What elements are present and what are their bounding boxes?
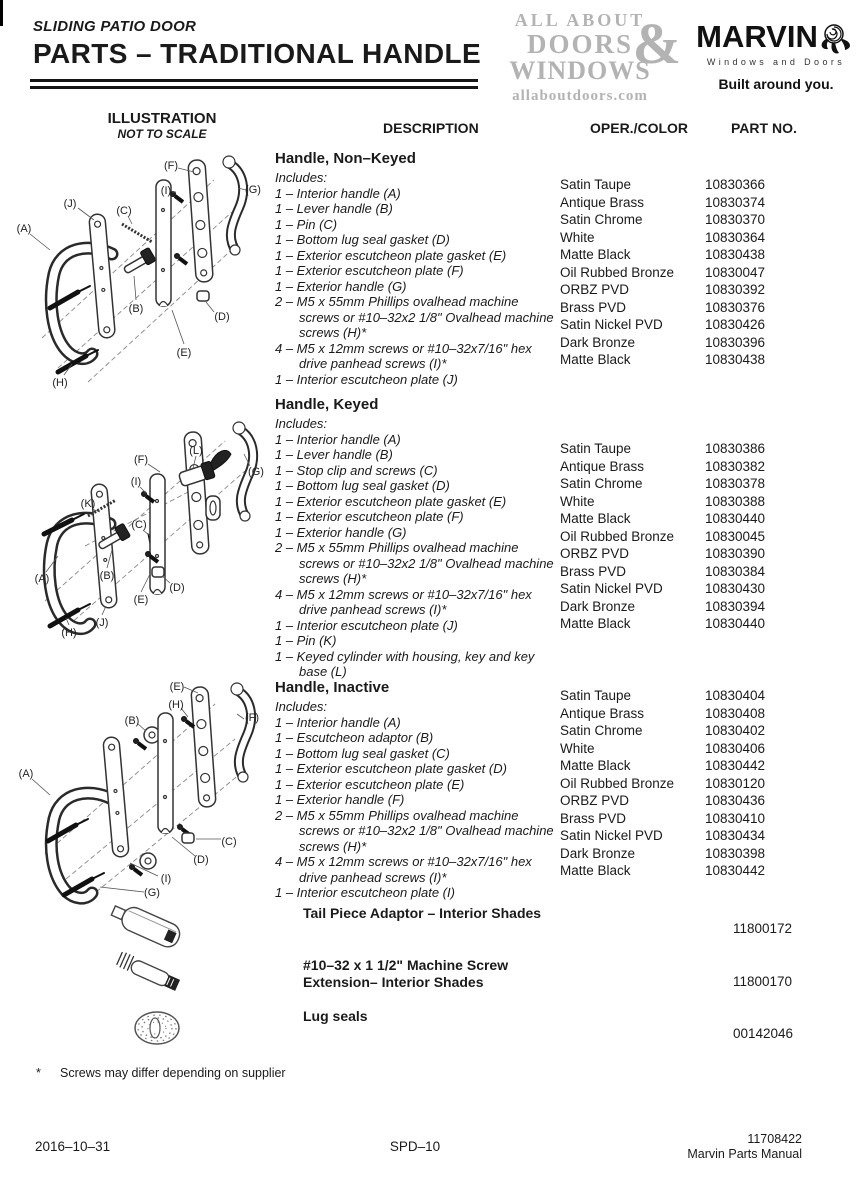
description-keyed xyxy=(275,396,560,679)
part-item: 1 – Keyed cylinder with housing, key and key base (L) xyxy=(275,648,535,679)
footer-date: 2016–10–31 xyxy=(35,1139,111,1154)
part-item: 1 – Exterior escutcheon plate (F) xyxy=(275,263,464,278)
finish-row xyxy=(560,740,866,758)
page-title: PARTS – TRADITIONAL HANDLE xyxy=(33,38,482,69)
part-item: 1 – Interior escutcheon plate (J) xyxy=(275,617,458,633)
part-item: 1 – Exterior escutcheon plate gasket (D) xyxy=(275,761,507,776)
finish-color: Matte Black xyxy=(560,863,631,878)
finish-color: Dark Bronze xyxy=(560,334,636,350)
machine-screw-extension-title-line2: Extension– Interior Shades xyxy=(303,974,484,990)
part-item: 1 – Interior handle (A) xyxy=(275,714,401,730)
finish-part-number: 10830398 xyxy=(705,845,766,861)
small-screws-drawing-I xyxy=(171,192,188,265)
finish-part-number: 10830394 xyxy=(705,598,766,614)
finish-part-number: 10830370 xyxy=(705,212,766,227)
finish-color: Brass PVD xyxy=(560,563,627,579)
part-item: 4 – M5 x 12mm screws or #10–32x7/16" hex drive panhead screws (I)* xyxy=(275,586,532,617)
includes-label: Includes: xyxy=(275,699,328,714)
finish-row xyxy=(560,176,866,194)
title-block xyxy=(33,18,481,70)
description-inactive xyxy=(275,679,560,907)
finishes-non-keyed xyxy=(560,150,866,396)
finish-color: Satin Taupe xyxy=(560,441,632,456)
finish-row xyxy=(560,299,866,317)
part-item: 1 – Lever handle (B) xyxy=(275,447,393,462)
machine-screw-extension-part: 11800170 xyxy=(733,974,793,989)
finish-color: Oil Rubbed Bronze xyxy=(560,264,675,280)
finishes-inactive xyxy=(560,679,866,907)
section-handle-non-keyed xyxy=(0,150,866,396)
part-item: 1 – Bottom lug seal gasket (D) xyxy=(275,232,450,247)
vendor-logo-doors: DOORS xyxy=(526,29,634,59)
finish-part-number: 10830408 xyxy=(705,705,766,721)
part-item: 1 – Exterior escutcheon plate gasket (E) xyxy=(275,247,507,263)
escutcheon-adaptor-drawing xyxy=(130,727,161,875)
tail-piece-adaptor-part: 11800172 xyxy=(733,921,793,936)
section-title: Handle, Inactive xyxy=(275,679,390,696)
column-header-oper-color: OPER./COLOR xyxy=(590,120,689,136)
finish-row xyxy=(560,211,866,229)
label-K: (K) xyxy=(80,498,96,510)
footer-page-number: SPD–10 xyxy=(389,1139,441,1154)
label-B: (B) xyxy=(124,715,140,727)
part-item: 4 – M5 x 12mm screws or #10–32x7/16" hex drive panhead screws (I)* xyxy=(275,340,532,371)
column-header-illustration xyxy=(92,110,232,141)
finishes-keyed xyxy=(560,396,866,679)
finish-color: Satin Nickel PVD xyxy=(560,581,663,596)
exterior-handle-drawing xyxy=(231,683,251,782)
finish-row xyxy=(560,334,866,352)
finish-part-number: 10830045 xyxy=(705,528,766,544)
footnote-text: Screws may differ depending on supplier xyxy=(60,1066,286,1080)
label-B: (B) xyxy=(128,303,144,315)
label-B: (B) xyxy=(99,570,115,582)
label-I: (I) xyxy=(160,185,172,197)
label-I: (I) xyxy=(160,873,172,885)
doc-category: SLIDING PATIO DOOR xyxy=(33,18,197,35)
finish-part-number: 10830440 xyxy=(705,616,766,631)
part-item: 1 – Exterior escutcheon plate (F) xyxy=(275,509,464,524)
finish-row xyxy=(560,845,866,863)
finish-color: Dark Bronze xyxy=(560,598,636,614)
finish-row xyxy=(560,862,866,880)
gasket-plate-drawing xyxy=(158,713,173,833)
label-A: (A) xyxy=(34,573,50,585)
part-item: 1 – Pin (K) xyxy=(275,633,337,648)
section-title: Handle, Non–Keyed xyxy=(275,150,416,167)
finish-part-number: 10830382 xyxy=(705,458,766,474)
part-item: 1 – Interior escutcheon plate (J) xyxy=(275,371,458,387)
finish-color: White xyxy=(560,493,595,509)
finish-part-number: 10830438 xyxy=(705,352,766,367)
finish-color: Matte Black xyxy=(560,247,631,262)
finish-part-number: 10830378 xyxy=(705,476,766,491)
label-C: (C) xyxy=(116,205,132,217)
finish-part-number: 10830404 xyxy=(705,688,766,703)
part-item: 1 – Exterior handle (F) xyxy=(275,792,405,807)
column-header-part-no: PART NO. xyxy=(731,120,797,136)
not-to-scale-note: NOT TO SCALE xyxy=(117,127,207,141)
finish-color: Satin Taupe xyxy=(560,688,632,703)
finish-color: Brass PVD xyxy=(560,299,627,315)
lug-gasket-drawing xyxy=(182,833,194,843)
rose-icon xyxy=(818,22,856,56)
finish-part-number: 10830402 xyxy=(705,723,766,738)
label-A: (A) xyxy=(16,223,32,235)
section-handle-inactive xyxy=(0,679,866,907)
finish-part-number: 10830436 xyxy=(705,793,766,808)
finish-color: Antique Brass xyxy=(560,458,645,474)
finish-part-number: 10830047 xyxy=(705,264,766,280)
lug-seal-drawing xyxy=(126,1002,190,1054)
finish-row xyxy=(560,528,866,546)
finish-color: Antique Brass xyxy=(560,705,645,721)
tail-piece-adaptor-title: Tail Piece Adaptor – Interior Shades xyxy=(303,905,542,921)
interior-escutcheon-plate-drawing xyxy=(89,214,116,339)
ampersand-glyph: & xyxy=(632,11,683,76)
finish-rows xyxy=(560,440,866,633)
section-handle-keyed xyxy=(0,396,866,679)
finish-color: Oil Rubbed Bronze xyxy=(560,528,675,544)
finish-color: Satin Nickel PVD xyxy=(560,317,663,332)
finish-color: ORBZ PVD xyxy=(560,546,630,561)
label-D: (D) xyxy=(193,854,209,866)
finish-row xyxy=(560,316,866,334)
brand-tagline: Built around you. xyxy=(718,76,834,92)
finish-color: ORBZ PVD xyxy=(560,282,630,297)
part-item: 1 – Exterior handle (G) xyxy=(275,524,407,540)
part-item: 1 – Lever handle (B) xyxy=(275,201,393,216)
part-item: 1 – Exterior escutcheon plate (E) xyxy=(275,776,465,792)
lug-gasket-drawing xyxy=(197,291,209,301)
finish-part-number: 10830388 xyxy=(705,493,766,509)
part-item: 1 – Interior handle (A) xyxy=(275,185,401,201)
finish-color: Oil Rubbed Bronze xyxy=(560,775,675,791)
finish-part-number: 10830396 xyxy=(705,334,766,350)
finish-row xyxy=(560,598,866,616)
finish-row xyxy=(560,493,866,511)
finish-row xyxy=(560,563,866,581)
finish-color: Matte Black xyxy=(560,352,631,367)
footer-doc-info xyxy=(687,1132,802,1162)
finish-part-number: 10830386 xyxy=(705,441,766,456)
finish-row xyxy=(560,792,866,810)
finish-row xyxy=(560,510,866,528)
exterior-escutcheon-plate-drawing xyxy=(188,160,213,283)
footnote-marker: * xyxy=(36,1066,41,1080)
part-item: 1 – Interior escutcheon plate (I) xyxy=(275,885,455,900)
label-F: (F) xyxy=(244,712,260,724)
title-rule xyxy=(30,79,478,89)
label-E: (E) xyxy=(169,681,185,693)
illustration-header: ILLUSTRATION xyxy=(107,110,217,127)
label-H: (H) xyxy=(61,627,77,639)
label-C: (C) xyxy=(221,836,237,848)
finish-row xyxy=(560,229,866,247)
label-F: (F) xyxy=(163,160,179,172)
part-item: 1 – Escutcheon adaptor (B) xyxy=(275,730,434,745)
footer-doc-name: Marvin Parts Manual xyxy=(687,1147,802,1161)
label-D: (D) xyxy=(214,311,230,323)
finish-row xyxy=(560,351,866,369)
finish-row xyxy=(560,475,866,493)
finish-rows xyxy=(560,687,866,880)
exploded-diagram-keyed xyxy=(0,396,275,679)
finish-part-number: 10830384 xyxy=(705,563,766,579)
finish-row xyxy=(560,246,866,264)
part-item: 2 – M5 x 55mm Phillips ovalhead machine screws or #10–32x2 1/8" Ovalhead machine screws (H)* xyxy=(275,540,554,586)
finish-part-number: 10830406 xyxy=(705,740,766,756)
finish-part-number: 10830364 xyxy=(705,229,766,245)
label-G: (G) xyxy=(248,466,264,478)
label-G: (G) xyxy=(245,184,261,196)
includes-label: Includes: xyxy=(275,416,328,431)
small-screws-drawing-H xyxy=(178,717,195,836)
finish-row xyxy=(560,194,866,212)
part-item: 1 – Stop clip and screws (C) xyxy=(275,462,438,478)
finish-row xyxy=(560,580,866,598)
finish-part-number: 10830442 xyxy=(705,863,766,878)
finish-color: White xyxy=(560,229,595,245)
description-non-keyed xyxy=(275,150,560,396)
label-I: (I) xyxy=(130,476,142,488)
finish-color: ORBZ PVD xyxy=(560,793,630,808)
label-J: (J) xyxy=(63,198,77,210)
finish-color: Brass PVD xyxy=(560,810,627,826)
part-item: 2 – M5 x 55mm Phillips ovalhead machine screws or #10–32x2 1/8" Ovalhead machine screws (H)* xyxy=(275,294,554,340)
finish-color: Satin Chrome xyxy=(560,476,643,491)
label-E: (E) xyxy=(176,347,192,359)
exploded-diagram-inactive xyxy=(0,679,275,907)
finish-part-number: 10830442 xyxy=(705,758,766,773)
label-E: (E) xyxy=(133,594,149,606)
finish-part-number: 10830374 xyxy=(705,194,766,210)
column-header-description: DESCRIPTION xyxy=(383,120,479,136)
finish-row xyxy=(560,615,866,633)
scan-artifact xyxy=(0,0,3,26)
finish-color: Antique Brass xyxy=(560,194,645,210)
parts-list xyxy=(275,186,560,388)
vendor-logo-line1: ALL ABOUT xyxy=(514,10,646,30)
lever-handle-drawing xyxy=(121,247,156,276)
label-J: (J) xyxy=(95,617,109,629)
lug-gasket-drawing xyxy=(152,567,164,577)
finish-part-number: 10830430 xyxy=(705,581,766,596)
finish-part-number: 10830426 xyxy=(705,317,766,332)
footnote xyxy=(36,1066,286,1080)
finish-row xyxy=(560,440,866,458)
footer-doc-number: 11708422 xyxy=(747,1132,802,1146)
finish-color: White xyxy=(560,740,595,756)
vendor-logo xyxy=(494,10,683,105)
finish-color: Matte Black xyxy=(560,758,631,773)
parts-list xyxy=(275,715,560,901)
finish-part-number: 10830376 xyxy=(705,299,766,315)
machine-screw-extension-title xyxy=(303,957,508,991)
part-item: 2 – M5 x 55mm Phillips ovalhead machine screws or #10–32x2 1/8" Ovalhead machine screws (H)* xyxy=(275,807,554,854)
finish-color: Matte Black xyxy=(560,511,631,526)
brand-logo xyxy=(690,19,862,92)
finish-row xyxy=(560,757,866,775)
vendor-url: allaboutdoors.com xyxy=(512,88,648,104)
finish-color: Satin Taupe xyxy=(560,177,632,192)
parts-list xyxy=(275,432,560,680)
sections xyxy=(0,150,866,907)
lug-seals-part: 00142046 xyxy=(733,1026,794,1041)
finish-part-number: 10830390 xyxy=(705,546,766,561)
part-item: 1 – Exterior escutcheon plate gasket (E) xyxy=(275,493,507,509)
finish-part-number: 10830366 xyxy=(705,177,766,192)
label-A: (A) xyxy=(18,768,34,780)
exterior-handle-drawing xyxy=(223,156,243,255)
part-item: 1 – Pin (C) xyxy=(275,216,338,232)
exploded-diagram-non-keyed xyxy=(0,150,275,396)
finish-row xyxy=(560,264,866,282)
finish-part-number: 10830434 xyxy=(705,828,766,843)
lug-seals-title: Lug seals xyxy=(303,1008,368,1024)
machine-screw-extension-title-line1: #10–32 x 1 1/2" Machine Screw xyxy=(303,957,509,973)
finish-row xyxy=(560,687,866,705)
gasket-plate-drawing xyxy=(156,180,171,306)
vendor-logo-line3: WINDOWS xyxy=(509,56,651,85)
finish-color: Dark Bronze xyxy=(560,845,636,861)
section-title: Handle, Keyed xyxy=(275,396,379,413)
part-item: 1 – Exterior handle (G) xyxy=(275,278,407,294)
finish-color: Satin Chrome xyxy=(560,723,643,738)
brand-subtitle: Windows and Doors xyxy=(706,57,846,67)
includes-label: Includes: xyxy=(275,170,328,185)
machine-screw-extension-drawing xyxy=(110,952,195,1004)
part-item: 1 – Bottom lug seal gasket (D) xyxy=(275,478,450,493)
finish-part-number: 10830120 xyxy=(705,775,766,791)
finish-color: Satin Nickel PVD xyxy=(560,828,663,843)
finish-row xyxy=(560,458,866,476)
label-G: (G) xyxy=(144,887,160,899)
finish-part-number: 10830392 xyxy=(705,282,766,297)
finish-row xyxy=(560,545,866,563)
brand-name: MARVIN xyxy=(696,19,818,54)
label-D: (D) xyxy=(169,582,185,594)
finish-part-number: 10830410 xyxy=(705,810,766,826)
finish-color: Matte Black xyxy=(560,616,631,631)
finish-rows xyxy=(560,176,866,369)
pin-drawing xyxy=(122,224,152,242)
part-item: 1 – Bottom lug seal gasket (C) xyxy=(275,745,450,761)
part-item: 4 – M5 x 12mm screws or #10–32x7/16" hex drive panhead screws (I)* xyxy=(275,854,532,885)
finish-row xyxy=(560,775,866,793)
finish-row xyxy=(560,705,866,723)
label-C: (C) xyxy=(131,519,147,531)
keeper-drawing xyxy=(206,496,220,520)
exterior-escutcheon-plate-drawing xyxy=(191,687,216,808)
part-item: 1 – Interior handle (A) xyxy=(275,431,401,447)
finish-color: Satin Chrome xyxy=(560,212,643,227)
finish-row xyxy=(560,281,866,299)
finish-part-number: 10830438 xyxy=(705,247,766,262)
label-F: (F) xyxy=(133,454,149,466)
label-H: (H) xyxy=(52,377,68,389)
finish-row xyxy=(560,722,866,740)
finish-row xyxy=(560,827,866,845)
finish-part-number: 10830440 xyxy=(705,511,766,526)
label-H: (H) xyxy=(168,699,184,711)
finish-row xyxy=(560,810,866,828)
label-L: (L) xyxy=(189,445,203,457)
